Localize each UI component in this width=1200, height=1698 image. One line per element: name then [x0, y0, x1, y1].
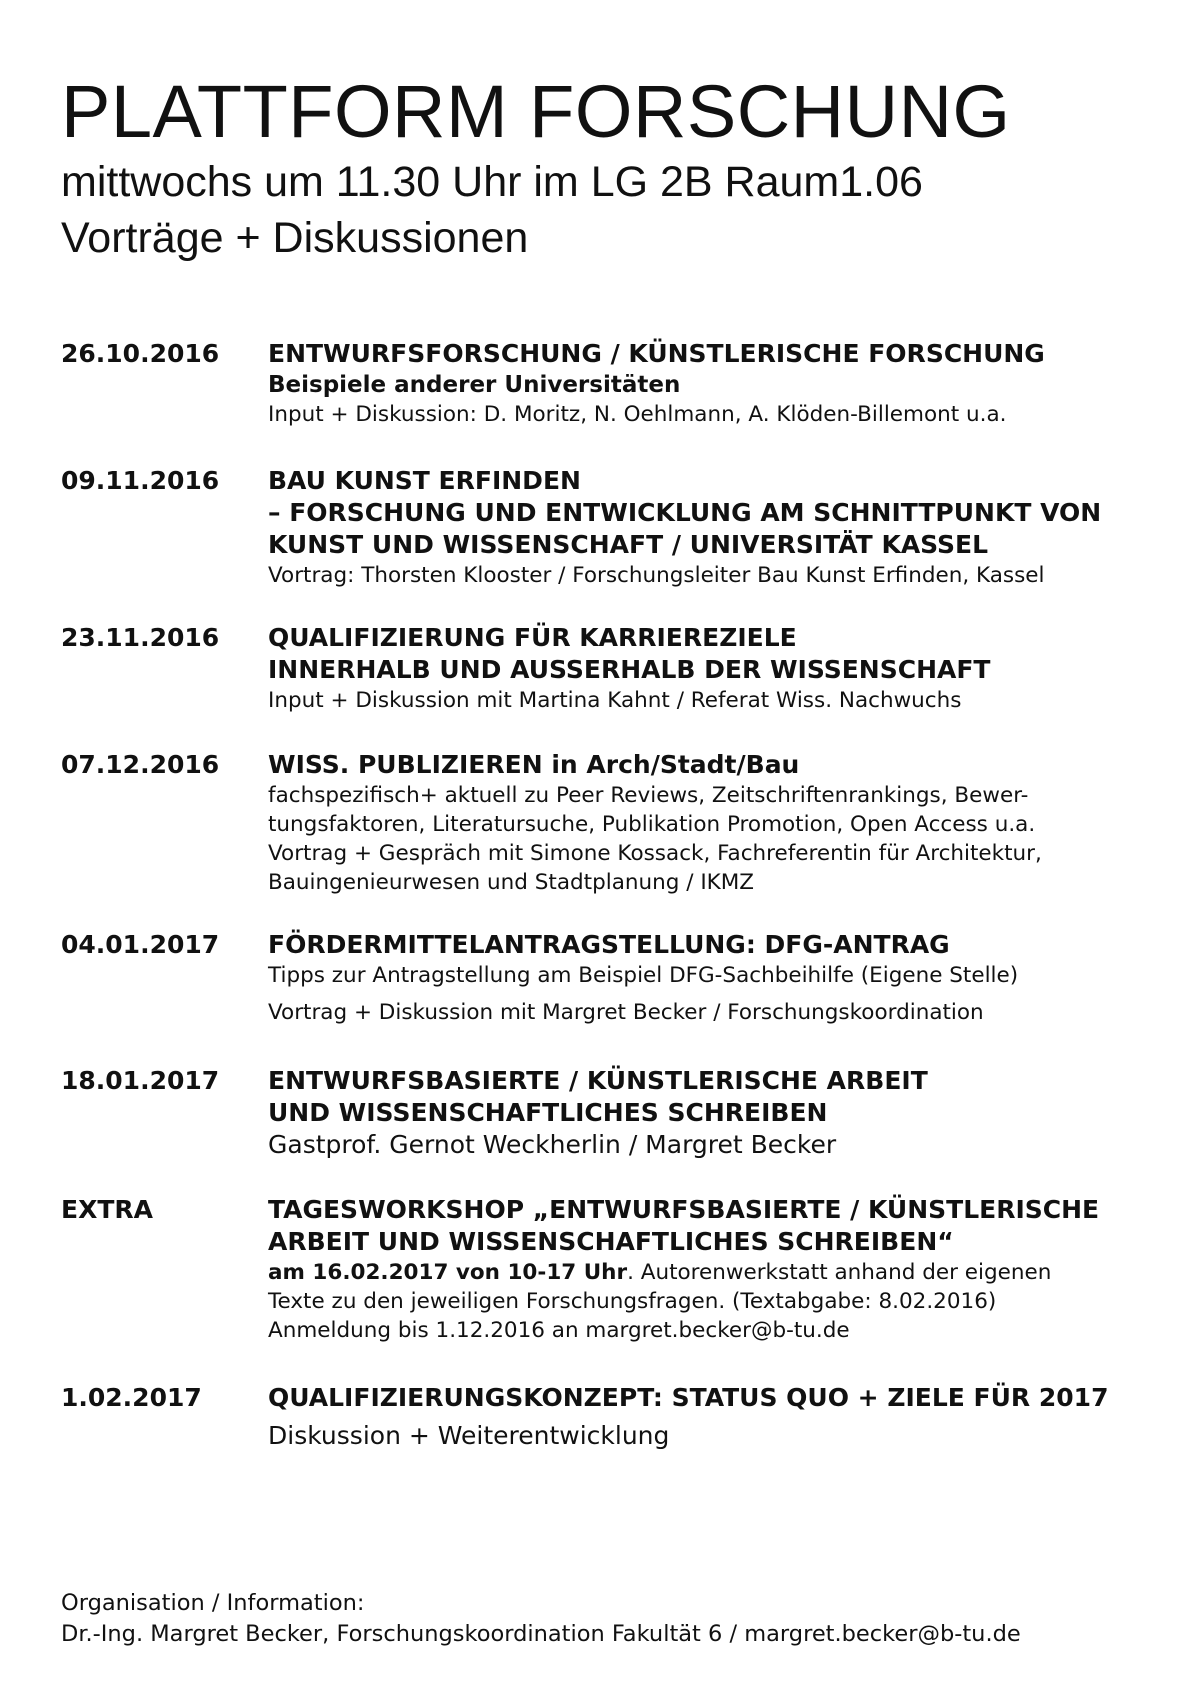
- footer-label: Organisation / Information:: [61, 1590, 365, 1616]
- event-title: ENTWURFSFORSCHUNG / KÜNSTLERISCHE FORSCHUNG: [268, 339, 1045, 368]
- event-title: WISS. PUBLIZIEREN in Arch/Stadt/Bau: [268, 750, 800, 779]
- event-description: Tipps zur Antragstellung am Beispiel DFG-Sachbeihilfe (Eigene Stelle): [268, 963, 1019, 988]
- format-line: Vorträge + Diskussionen: [61, 214, 529, 262]
- event-title: TAGESWORKSHOP „ENTWURFSBASIERTE / KÜNSTLERISCHE ARBEIT UND WISSENSCHAFTLICHES SCHREIBEN“: [268, 1195, 1100, 1256]
- event-item: [61, 749, 1200, 897]
- event-description-text: . Autorenwerkstatt anhand der eigenen Texte zu den jeweiligen Forschungsfragen. (Textabgabe: 8.02.2016) Anmeldung bis 1.12.2016 an margret.becker@b-tu.de: [268, 1260, 1052, 1343]
- page-title: PLATTFORM FORSCHUNG: [61, 70, 1011, 153]
- event-description: [268, 1258, 1200, 1345]
- event-item: [61, 1194, 1200, 1345]
- event-description: Diskussion + Weiterentwicklung: [268, 1421, 670, 1450]
- event-date: 23.11.2016: [61, 623, 220, 652]
- event-item: [61, 1382, 1200, 1452]
- event-date: 26.10.2016: [61, 339, 220, 368]
- poster: [61, 70, 1151, 1450]
- event-description: Input + Diskussion mit Martina Kahnt / Referat Wiss. Nachwuchs: [268, 688, 962, 713]
- event-description-2: Vortrag + Diskussion mit Margret Becker / Forschungskoordination: [268, 1000, 984, 1025]
- event-item: [61, 622, 1200, 715]
- event-item: [61, 929, 1200, 1027]
- event-subtitle: Beispiele anderer Universitäten: [268, 372, 681, 398]
- event-title: QUALIFIZIERUNGSKONZEPT: STATUS QUO + ZIELE FÜR 2017: [268, 1383, 1109, 1412]
- event-date: EXTRA: [61, 1195, 154, 1224]
- event-date: 07.12.2016: [61, 750, 220, 779]
- event-item: [61, 338, 1200, 429]
- event-title: ENTWURFSBASIERTE / KÜNSTLERISCHE ARBEIT UND WISSENSCHAFTLICHES SCHREIBEN: [268, 1066, 928, 1127]
- event-date-time: am 16.02.2017 von 10-17 Uhr: [268, 1260, 628, 1285]
- event-date: 04.01.2017: [61, 930, 220, 959]
- event-description: Vortrag: Thorsten Klooster / Forschungsleiter Bau Kunst Erfinden, Kassel: [268, 563, 1045, 588]
- footer: [61, 1588, 1021, 1650]
- event-date: 1.02.2017: [61, 1383, 202, 1412]
- event-title: QUALIFIZIERUNG FÜR KARRIEREZIELE INNERHALB UND AUSSERHALB DER WISSENSCHAFT: [268, 623, 991, 684]
- schedule-line: mittwochs um 11.30 Uhr im LG 2B Raum1.06: [61, 158, 923, 206]
- event-date: 18.01.2017: [61, 1066, 220, 1095]
- event-title: FÖRDERMITTELANTRAGSTELLUNG: DFG-ANTRAG: [268, 930, 950, 959]
- footer-contact: Dr.-Ing. Margret Becker, Forschungskoordination Fakultät 6 / margret.becker@b-tu.de: [61, 1621, 1021, 1647]
- event-description: fachspezifisch+ aktuell zu Peer Reviews, Zeitschriftenrankings, Bewer- tungsfaktoren, Literatursuche, Publikation Promotion, Open Access u.a. Vortrag + Gespräch mit Simone Kossack, Fachreferentin für Architektur, Bauingenieurwesen und Stadtplanung / IKMZ: [268, 783, 1042, 895]
- event-title: BAU KUNST ERFINDEN – FORSCHUNG UND ENTWICKLUNG AM SCHNITTPUNKT VON KUNST UND WISSENSCHAFT / UNIVERSITÄT KASSEL: [268, 466, 1102, 559]
- event-description: Input + Diskussion: D. Moritz, N. Oehlmann, A. Klöden-Billemont u.a.: [268, 402, 1007, 427]
- event-item: [61, 1065, 1200, 1161]
- event-date: 09.11.2016: [61, 466, 220, 495]
- event-description: Gastprof. Gernot Weckherlin / Margret Becker: [268, 1130, 837, 1159]
- event-item: [61, 465, 1200, 590]
